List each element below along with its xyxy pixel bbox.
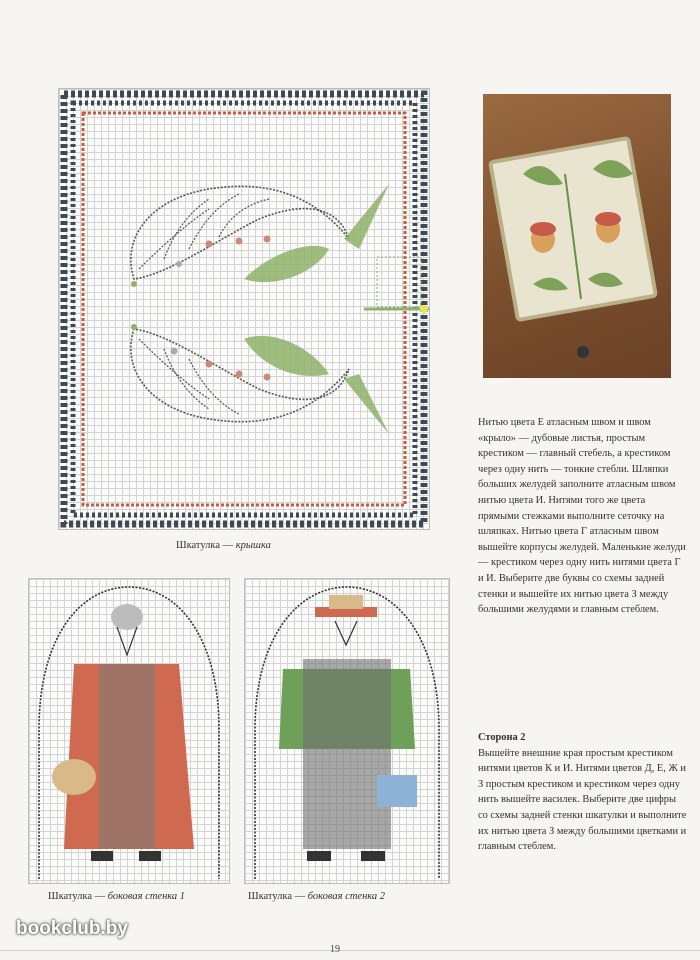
photo-acorn-cap: [530, 222, 556, 236]
lid-caption: Шкатулка — крышка: [176, 540, 271, 551]
man-hat: [329, 595, 363, 609]
upper-leaf-veins: [139, 194, 269, 269]
acorn-dot: [264, 236, 271, 243]
lid-chart-drawing: [59, 89, 429, 529]
side-wall-1-chart: [28, 578, 230, 884]
photo-acorn-cap: [595, 212, 621, 226]
man-face: [335, 621, 357, 645]
watermark-logo[interactable]: bookclub.by: [16, 918, 128, 939]
page-number: 19: [330, 944, 340, 955]
lower-green-leaf: [244, 336, 329, 376]
acorn-dot: [171, 348, 178, 355]
acorn-dot: [236, 371, 243, 378]
acorn-dot: [264, 374, 271, 381]
man-shoe: [307, 851, 331, 861]
center-marker: [420, 305, 428, 313]
acorn-dot: [176, 261, 182, 267]
acorn-cap-mesh: [377, 257, 421, 307]
instructions-side-1: Нитью цвета Е атласным швом и швом «крыло» — дубовые листья, простым крестиком — главный стебель, а крестиком через одну нить — тонкие стебли. Шляпки больших желудей заполните атласным швом нитью цвета И. Нитями того же цвета прямыми стежками выполните сеточку на шляпках. Нитью цвета Г атласным швом вышейте корпусы желудей. Маленькие желуди — крестиком через одну нить нитями цвета Г и И. Выберите две буквы со схемы задней стенки и вышейте их нитью цвета З между большими желудями и главным стеблем.: [478, 417, 686, 616]
photo-button: [577, 346, 589, 358]
woman-shoe: [139, 851, 161, 861]
lower-oak-leaf: [344, 374, 389, 434]
side-wall-1-caption: Шкатулка — боковая стенка 1: [48, 891, 186, 902]
man-overalls: [303, 659, 391, 849]
woman-shoe: [91, 851, 113, 861]
lid-chart: [58, 88, 430, 530]
man-shoe: [361, 851, 385, 861]
lid-red-border: [83, 113, 405, 505]
instructions-side-2: [478, 730, 688, 855]
side-wall-2-caption: Шкатулка — боковая стенка 2: [248, 891, 386, 902]
man-bucket: [377, 775, 417, 807]
needlebook-photo-drawing: [483, 94, 671, 378]
acorn-dot: [131, 281, 137, 287]
upper-green-leaf: [244, 246, 329, 282]
woman-basket: [52, 759, 96, 795]
lid-inner-border: [73, 103, 415, 515]
upper-oak-leaf: [344, 184, 389, 249]
acorn-dot: [236, 238, 243, 245]
woman-bonnet: [111, 604, 143, 630]
woman-apron: [99, 664, 155, 849]
side-wall-2-chart: [244, 578, 450, 884]
side-wall-2-drawing: [245, 579, 449, 883]
page-rule: [0, 950, 700, 951]
woman-face: [117, 627, 137, 655]
acorn-dot: [131, 324, 137, 330]
acorn-dot: [206, 361, 213, 368]
side-wall-1-drawing: [29, 579, 229, 883]
needlebook-photo: [483, 94, 671, 378]
acorn-dot: [206, 241, 213, 248]
section-text: Вышейте внешние края простым крестиком нитями цветов К и И. Нитями цветов Д, Е, Ж и З простым крестиком и крестиком через одну нить вышейте василек. Выберите две цифры со схемы задней стенки шкатулки и выполните их нитью цвета З между большими цветками и главным стеблем.: [478, 747, 687, 853]
section-heading: Сторона 2: [478, 732, 526, 743]
upper-leaf-outline: [131, 186, 349, 279]
